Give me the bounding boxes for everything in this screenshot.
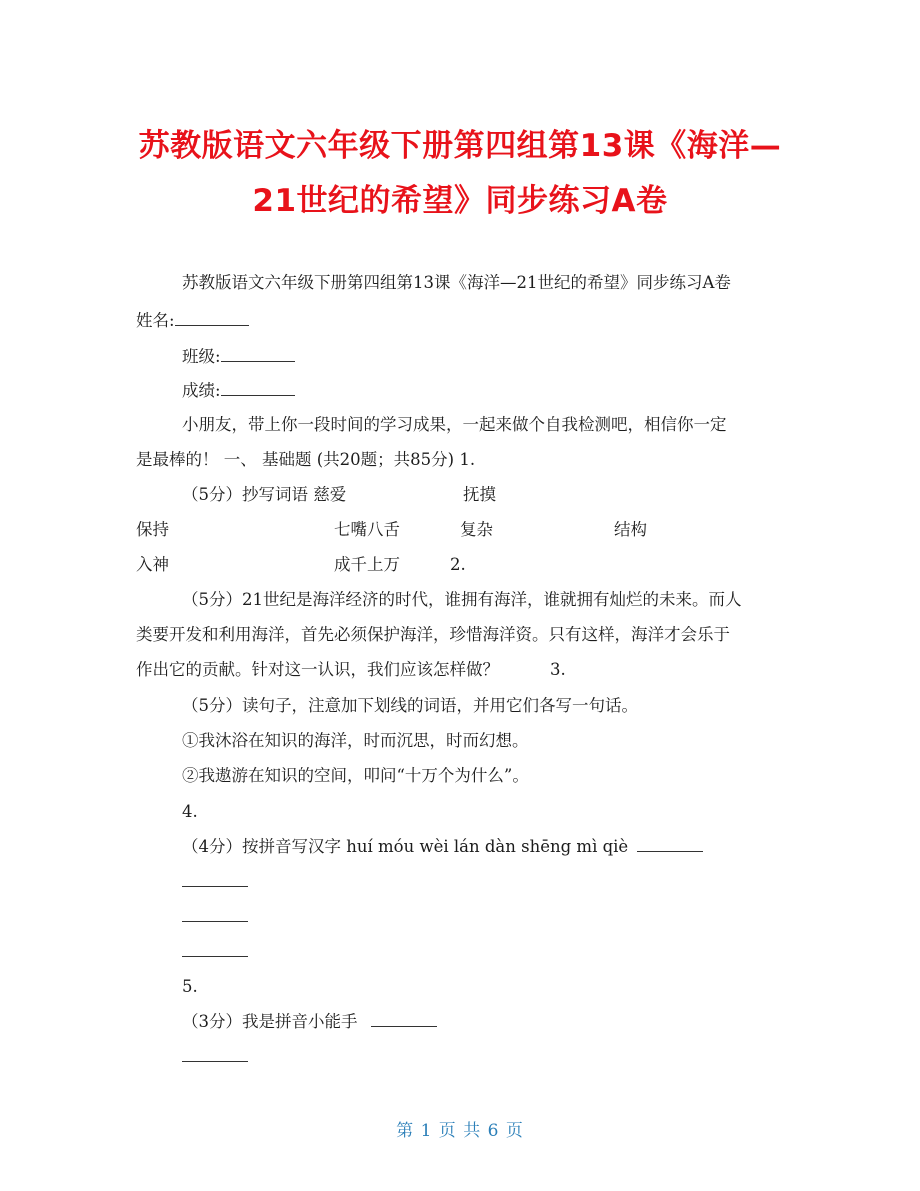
answer-blank	[182, 907, 248, 922]
answer-blank	[637, 837, 703, 852]
document-title-line-1: 苏教版语文六年级下册第四组第13课《海洋—	[138, 128, 782, 164]
answer-blank	[371, 1012, 437, 1027]
score-blank	[221, 381, 295, 396]
answer-blank	[182, 872, 248, 887]
q3-prompt: （5分）读句子，注意加下划线的词语，并用它们各写一句话。	[182, 696, 638, 715]
name-label: 姓名:	[136, 311, 175, 330]
q2-line-3: 作出它的贡献。针对这一认识，我们应该怎样做？	[136, 660, 499, 679]
q5-row	[182, 1012, 437, 1032]
class-label: 班级:	[182, 347, 221, 366]
q5-prompt: （3分）我是拼音小能手	[182, 1012, 358, 1031]
q1-word: 保持	[136, 520, 169, 539]
score-row	[182, 381, 295, 401]
q1-word: 结构	[614, 520, 647, 539]
answer-line	[182, 942, 248, 962]
encourage-line-1: 小朋友，带上你一段时间的学习成果，一起来做个自我检测吧，相信你一定	[182, 415, 727, 434]
q1-word: 抚摸	[463, 485, 496, 504]
answer-line	[182, 907, 248, 927]
class-row	[182, 347, 295, 367]
answer-line	[182, 1047, 248, 1067]
name-blank	[175, 311, 249, 326]
q2-line-2: 类要开发和利用海洋，首先必须保护海洋，珍惜海洋资。只有这样，海洋才会乐于	[136, 625, 730, 644]
q3-number: 3.	[550, 660, 566, 679]
q4-number: 4.	[182, 802, 198, 821]
answer-blank	[182, 1047, 248, 1062]
q3-sentence-2: ②我遨游在知识的空间，叩问“十万个为什么”。	[182, 766, 529, 785]
score-label: 成绩:	[182, 381, 221, 400]
class-blank	[221, 347, 295, 362]
q2-number: 2.	[450, 555, 466, 574]
q1-word: 成千上万	[334, 555, 400, 574]
q4-prompt: （4分）按拼音写汉字 huí móu wèi lán dàn shēng mì qiè	[182, 837, 629, 856]
q2-line-1: （5分）21世纪是海洋经济的时代，谁拥有海洋，谁就拥有灿烂的未来。而人	[182, 590, 742, 609]
name-row	[136, 311, 249, 331]
page-number: 第 1 页 共 6 页	[396, 1121, 524, 1141]
document-title-line-2: 21世纪的希望》同步练习A卷	[252, 183, 668, 219]
encourage-line-2: 是最棒的！ 一、 基础题 (共20题；共85分) 1.	[136, 450, 476, 469]
answer-blank	[182, 942, 248, 957]
subtitle: 苏教版语文六年级下册第四组第13课《海洋—21世纪的希望》同步练习A卷	[182, 273, 731, 292]
q1-word: 入神	[136, 555, 169, 574]
q1-word: 七嘴八舌	[334, 520, 400, 539]
q1-prompt: （5分）抄写词语 慈爱	[182, 485, 347, 504]
q5-number: 5.	[182, 977, 198, 996]
q1-word: 复杂	[460, 520, 493, 539]
q3-sentence-1: ①我沐浴在知识的海洋，时而沉思，时而幻想。	[182, 731, 529, 750]
answer-line	[182, 872, 248, 892]
q4-row	[182, 837, 703, 857]
